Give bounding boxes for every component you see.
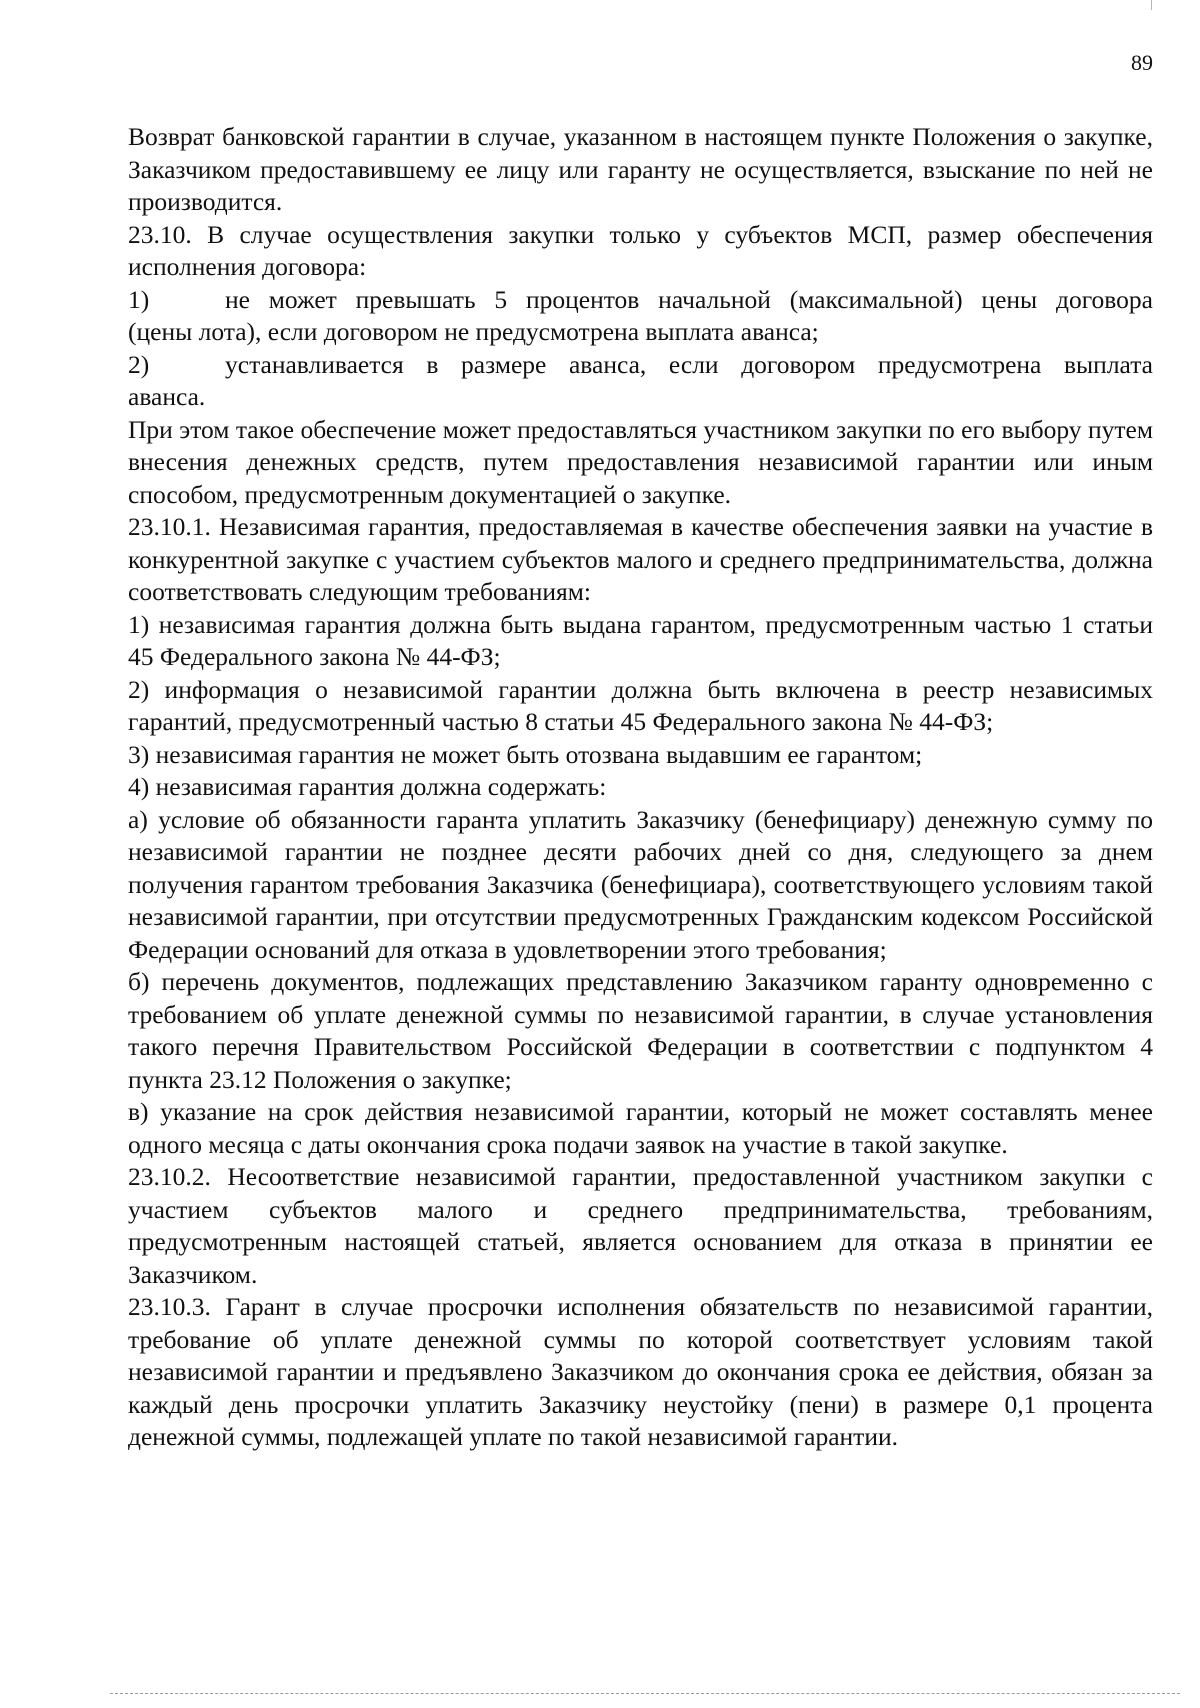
requirement-2: 2) информация о независимой гарантии должна быть включена в реестр независимых гарантий, предусмотренный частью 8 статьи 45 Федерального закона № 44-ФЗ; <box>128 674 1153 736</box>
paragraph-23-10-1: 23.10.1. Независимая гарантия, предоставляемая в качестве обеспечения заявки на участие в конкурентной закупке с участием субъектов малого и среднего предпринимательства, должна соответствовать следующим требованиям: <box>128 512 1153 606</box>
requirement-4b: б) перечень документов, подлежащих представлению Заказчиком гаранту одновременно с требованием об уплате денежной суммы по независимой гарантии, в случае установления такого перечня Правительством Российской Федерации в соответствии с подпунктом 4 пункта 23.12 Положения о закупке; <box>128 967 1153 1094</box>
requirement-1: 1) независимая гарантия должна быть выдана гарантом, предусмотренным частью 1 статьи 45 Федерального закона № 44-ФЗ; <box>128 609 1153 671</box>
paragraph-23-10-3: 23.10.3. Гарант в случае просрочки исполнения обязательств по независимой гарантии, требование об уплате денежной суммы по которой соответствует условиям такой независимой гарантии и предъявлено Заказчиком до окончания срока ее действия, обязан за каждый день просрочки уплатить Заказчику неустойку (пени) в размере 0,1 процента денежной суммы, подлежащей уплате по такой независимой гарантии. <box>128 1292 1153 1451</box>
list-item-2 <box>128 349 1153 382</box>
list-item-number: 1) <box>128 284 150 314</box>
list-item-continuation: аванса. <box>128 382 206 411</box>
paragraph-bank-guarantee-return: Возврат банковской гарантии в случае, указанном в настоящем пункте Положения о закупке, Заказчиком предоставившему ее лицу или гаранту не осуществляется, взыскание по ней не производится. <box>128 122 1153 216</box>
page-number: 89 <box>1131 50 1153 75</box>
paragraph-security-method: При этом такое обеспечение может предоставляться участником закупки по его выбору путем внесения денежных средств, путем предоставления независимой гарантии или иным способом, предусмотренным документацией о закупке. <box>128 414 1153 509</box>
list-item-text: устанавливается в размере аванса, если договором предусмотрена выплата <box>225 349 1153 379</box>
paragraph-23-10-2: 23.10.2. Несоответствие независимой гарантии, предоставленной участником закупки с участием субъектов малого и среднего предпринимательства, требованиям, предусмотренным настоящей статьей, является основанием для отказа в принятии ее Заказчиком. <box>128 1162 1153 1289</box>
paragraph-23-10: 23.10. В случае осуществления закупки только у субъектов МСП, размер обеспечения исполнения договора: <box>128 219 1153 281</box>
scan-bottom-edge <box>110 1693 1180 1694</box>
list-item-continuation: (цены лота), если договором не предусмотрена выплата аванса; <box>128 317 819 346</box>
list-item-number: 2) <box>128 349 150 379</box>
requirement-4a: а) условие об обязанности гаранта уплатить Заказчику (бенефициару) денежную сумму по независимой гарантии не позднее десяти рабочих дней со дня, следующего за днем получения гарантом требования Заказчика (бенефициара), соответствующего условиям такой независимой гарантии, при отсутствии предусмотренных Гражданским кодексом Российской Федерации оснований для отказа в удовлетворении этого требования; <box>128 804 1153 964</box>
document-body <box>128 121 1153 1454</box>
scan-mark <box>1151 0 1152 10</box>
list-item-1 <box>128 284 1153 317</box>
requirement-3: 3) независимая гарантия не может быть отозвана выдавшим ее гарантом; <box>128 739 923 769</box>
requirement-4: 4) независимая гарантия должна содержать: <box>128 772 607 801</box>
requirement-4v: в) указание на срок действия независимой гарантии, который не может составлять менее одного месяца с даты окончания срока подачи заявок на участие в такой закупке. <box>128 1097 1153 1159</box>
list-item-text: не может превышать 5 процентов начальной (максимальной) цены договора <box>225 284 1153 314</box>
